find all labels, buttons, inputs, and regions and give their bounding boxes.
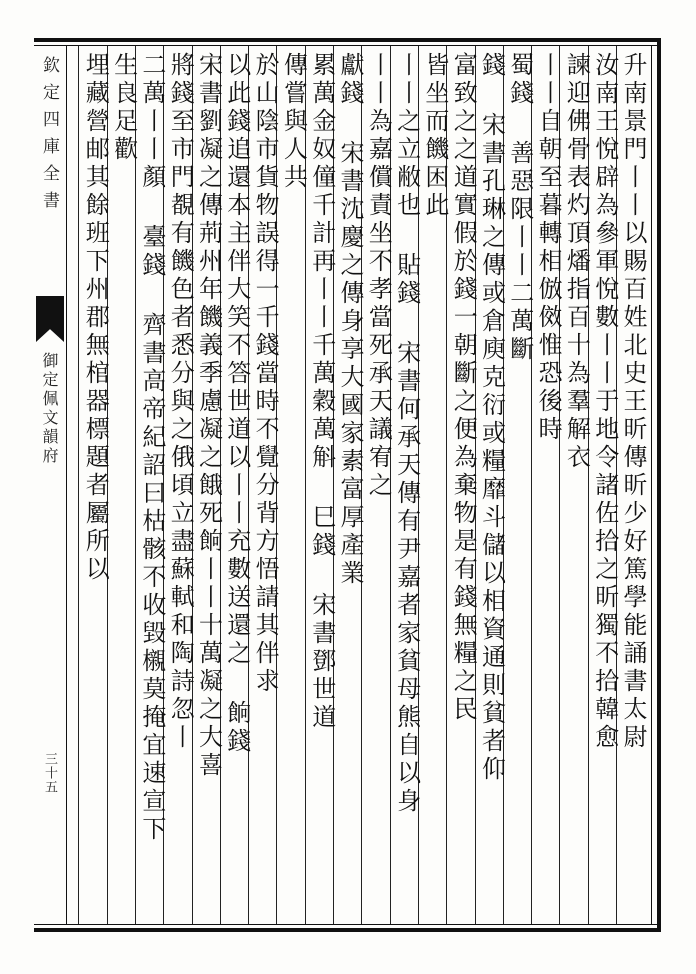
text-column: 獻錢 宋書沈慶之傳身享大國家素富厚產業 [336,52,364,588]
text-column: 蜀錢 善惡限丨丨二萬斷 [505,52,534,364]
text-column: 以此錢追還本主伴大笑不答世道以丨丨充數送還之 餉錢 [222,52,251,756]
bottom-border [34,928,660,932]
bottom-inner-border [34,924,660,925]
text-column: 埋藏營邮其餘班下州郡無棺器標題者屬所以 [81,52,110,584]
top-inner-border [34,45,660,46]
right-border [657,38,661,932]
text-column: 汝南王悅辟為參軍悅數丨丨于地令諸佐拾之昕獨不拾韓愈 [590,52,619,752]
top-border [34,38,660,42]
margin-collection-title: 欽定四庫全書 [39,56,59,218]
text-column: 丨丨為嘉償責坐不孝當死承天議宥之 [364,52,393,500]
text-column: 錢 宋書孔琳之傳或倉庾克衍或糧靡斗儲以相資通則貧者仰 [477,52,506,784]
right-inner-border [651,45,652,925]
margin-border [66,45,67,925]
text-column: 諫迎佛骨表灼頂燔指百十為羣解衣 [562,52,591,472]
text-column: 於山陰市貨物誤得一千錢當時不覺分背方悟請其伴求 [251,52,280,696]
text-column: 丨丨之立敝也 貼錢 宋書何承天傳有尹嘉者家貧母熊自以身 [392,52,421,816]
margin-page-number: 三十五 [42,752,57,794]
text-column: 生良足歡 [109,52,138,164]
text-column: 宋書劉凝之傳荊州年饑義季慮凝之餓死餉丨丨十萬凝之大喜 [194,52,223,780]
text-column: 富致之之道實假於錢一朝斷之便為棄物是有錢無糧之民 [449,52,478,724]
fish-tail-ornament [36,296,64,342]
margin-book-title: 御定佩文韻府 [40,352,59,466]
text-column: 升南景門丨丨以賜百姓北史王昕傳昕少好篤學能誦書太尉 [619,52,647,752]
text-column: 丨丨自朝至暮轉相倣傚惟恐後時 [534,52,563,444]
column-rule [135,46,136,924]
text-column: 累萬金奴僮千計再丨丨千萬穀萬斛 巳錢 宋書鄧世道 [307,52,336,732]
text-column: 傳嘗與人共 [279,52,308,192]
text-column: 二萬丨丨顏 臺錢 齊書高帝紀詔曰枯骸不收毀櫬莫掩宜速宣下 [137,52,166,844]
column-rule [78,46,79,924]
text-column: 將錢至市門覩有饑色者悉分與之俄頃立盡蘇軾和陶詩忽丨 [166,52,195,752]
text-column: 皆坐而饑困此 [420,52,449,220]
